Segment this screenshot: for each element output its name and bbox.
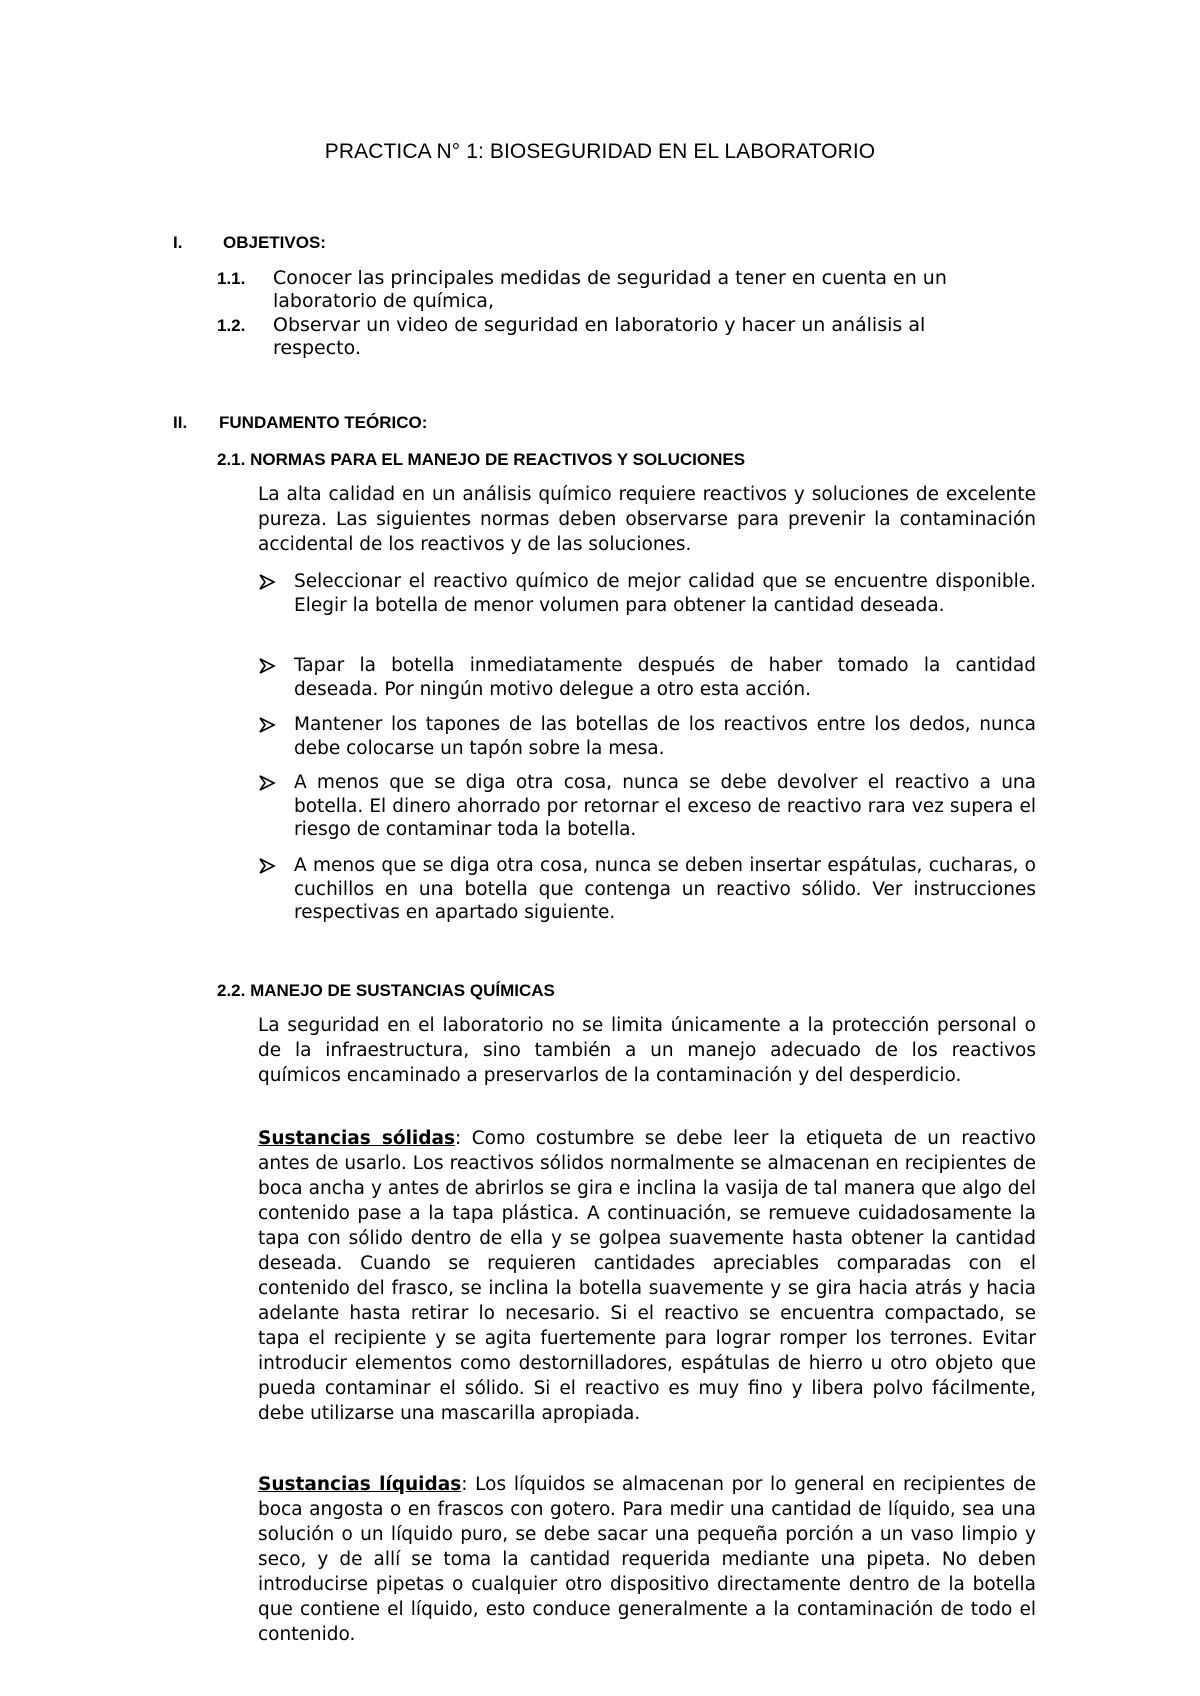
objective-number: 1.1. (217, 269, 246, 288)
bullet-text: Seleccionar el reactivo químico de mejor calidad que se encuentre disponible. Elegir la botella de menor volumen para obtener la cantidad deseada. (294, 571, 1036, 616)
bullet-text: A menos que se diga otra cosa, nunca se debe devolver el reactivo a una botella. El dinero ahorrado por retornar el exceso de reactivo rara vez supera el riesgo de contaminar toda la botella. (294, 772, 1036, 840)
bullet-text: A menos que se diga otra cosa, nunca se deben insertar espátulas, cucharas, o cuchillos en una botella que contenga un reactivo sólido. Ver instrucciones respectivas en apartado siguiente. (294, 855, 1036, 923)
section-number: II. (173, 413, 188, 432)
paragraph-intro-2-2: La seguridad en el laboratorio no se limita únicamente a la protección personal o de la infraestructura, sino también a un manejo adecuado de los reactivos químicos encaminado a preservarlos de la contaminación y del desperdicio. (258, 1015, 1036, 1086)
subsection-heading-2-2: 2.2. MANEJO DE SUSTANCIAS QUÍMICAS (217, 981, 555, 1000)
arrowhead-bullet-icon (258, 774, 276, 792)
liquids-text: : Los líquidos se almacenan por lo general en recipientes de boca angosta o en frascos con gotero. Para medir una cantidad de líquido, sea una solución o un líquido puro, se debe sacar una pequeña porción a un vaso limpio y seco, y de allí se toma la cantidad requerida mediante una pipeta. No deben introducirse pipetas o cualquier otro dispositivo directamente dentro de la botella que contiene el líquido, esto conduce generalmente a la contaminación de todo el contenido. (258, 1474, 1036, 1645)
bullet-item (258, 854, 1036, 925)
bullet-item (258, 654, 1036, 701)
arrowhead-bullet-icon (258, 857, 276, 875)
solids-heading: Sustancias sólidas (258, 1128, 456, 1149)
arrowhead-bullet-icon (258, 657, 276, 675)
page-title: PRACTICA N° 1: BIOSEGURIDAD EN EL LABORATORIO (324, 140, 876, 163)
bullet-text: Tapar la botella inmediatamente después de haber tomado la cantidad deseada. Por ningún motivo delegue a otro esta acción. (294, 655, 1036, 700)
section-title: FUNDAMENTO TEÓRICO: (219, 413, 428, 432)
subsection-heading-2-1: 2.1. NORMAS PARA EL MANEJO DE REACTIVOS Y SOLUCIONES (217, 450, 746, 469)
bullet-item (258, 771, 1036, 842)
objective-item (217, 267, 1007, 313)
arrowhead-bullet-icon (258, 573, 276, 591)
objective-text: Observar un video de seguridad en laboratorio y hacer un análisis al respecto. (273, 314, 926, 359)
bullet-text: Mantener los tapones de las botellas de los reactivos entre los dedos, nunca debe colocarse un tapón sobre la mesa. (294, 714, 1036, 759)
bullet-item (258, 713, 1036, 760)
objective-number: 1.2. (217, 316, 246, 335)
solids-text: : Como costumbre se debe leer la etiqueta de un reactivo antes de usarlo. Los reactivos sólidos normalmente se almacenan en recipientes de boca ancha y antes de abrirlos se gira e inclina la vasija de tal manera que algo del contenido pase a la tapa plástica. A continuación, se remueve cuidadosamente la tapa con sólido dentro de ella y se golpea suavemente hasta obtener la cantidad deseada. Cuando se requieren cantidades apreciables comparadas con el contenido del frasco, se inclina la botella suavemente y se gira hacia atrás y hacia adelante hasta retirar lo necesario. Si el reactivo se encuentra compactado, se tapa el recipiente y se agita fuertemente para lograr romper los terrones. Evitar introducir elementos como destornilladores, espátulas de hierro u otro objeto que pueda contaminar el sólido. Si el reactivo es muy fino y libera polvo fácilmente, debe utilizarse una mascarilla apropiada. (258, 1128, 1037, 1424)
section-title: OBJETIVOS: (223, 233, 326, 252)
arrowhead-bullet-icon (258, 716, 276, 734)
bullet-item (258, 570, 1036, 617)
paragraph-solids (258, 1126, 1036, 1426)
objective-item (217, 314, 1007, 360)
paragraph-liquids (258, 1472, 1036, 1647)
section-number: I. (173, 233, 183, 252)
objective-text: Conocer las principales medidas de seguridad a tener en cuenta en un laboratorio de química, (273, 267, 947, 312)
liquids-heading: Sustancias líquidas (258, 1474, 462, 1495)
paragraph-intro-2-1: La alta calidad en un análisis químico requiere reactivos y soluciones de excelente pureza. Las siguientes normas deben observarse para prevenir la contaminación accidental de los reactivos y de las soluciones. (258, 484, 1036, 555)
